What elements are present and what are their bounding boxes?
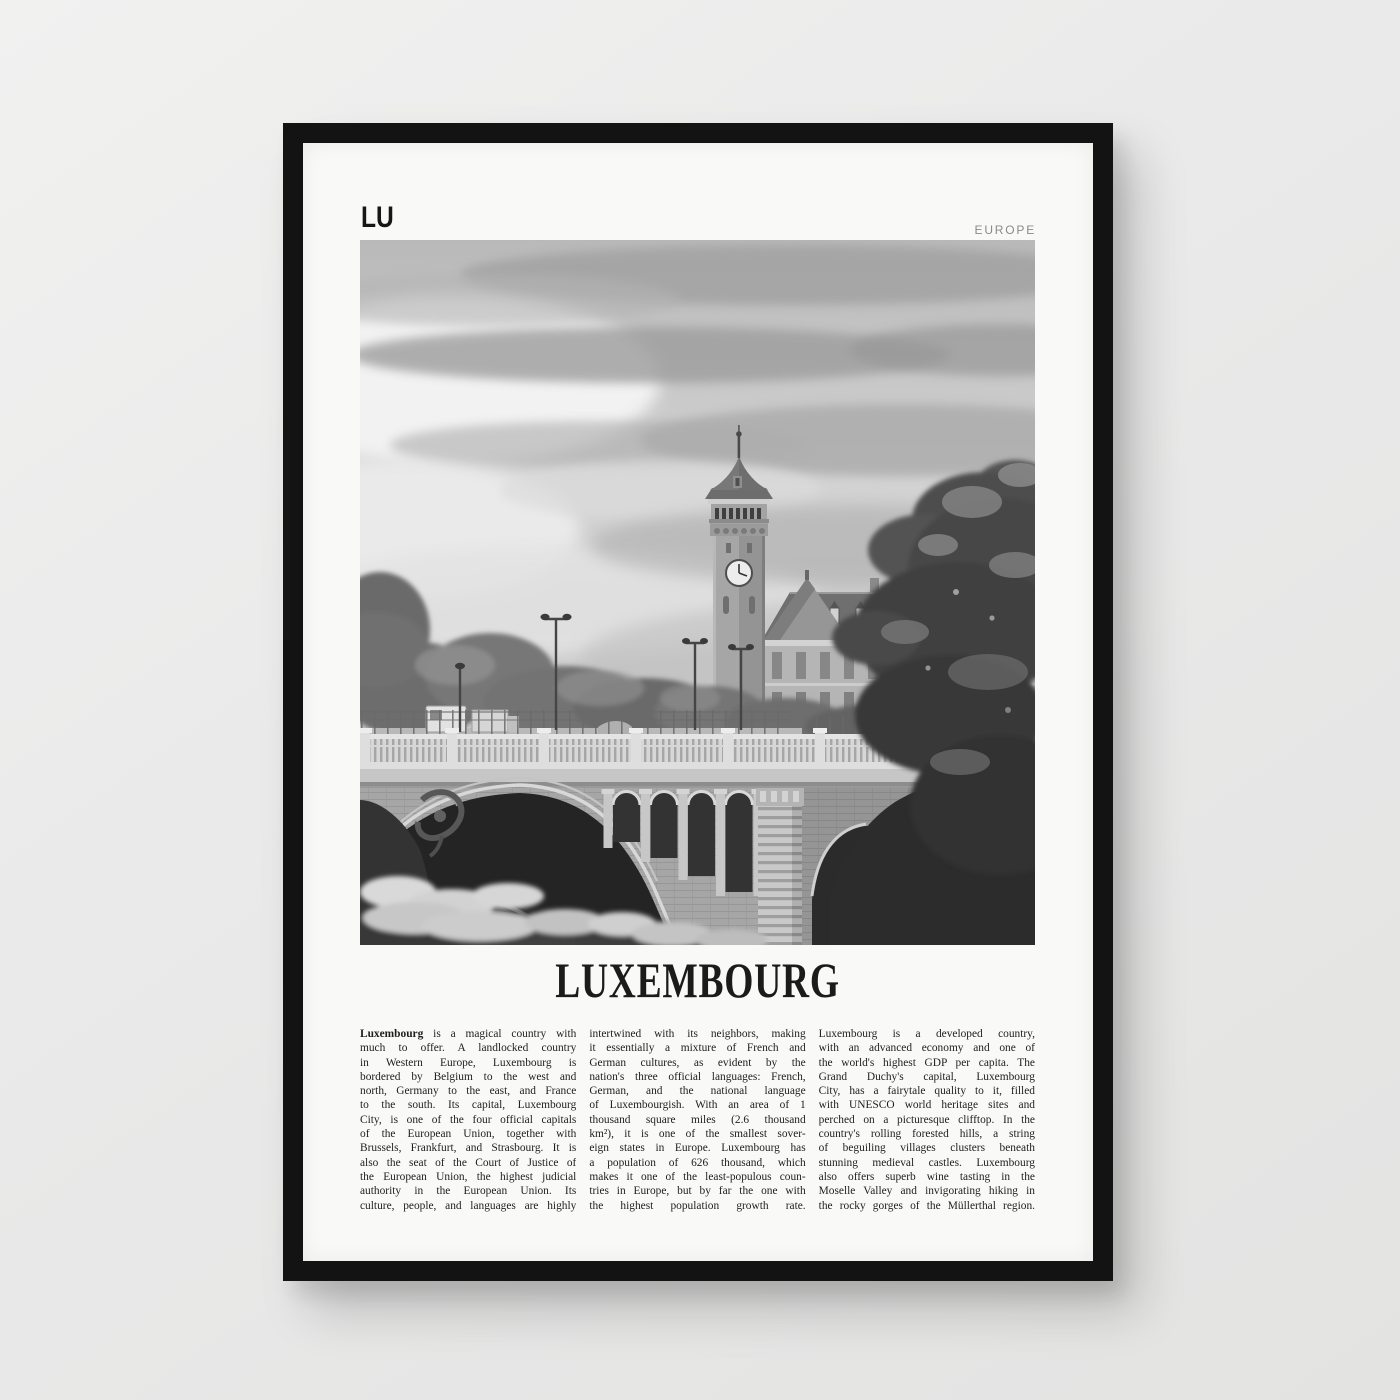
text-line: a population of 626 thousand, which: [589, 1156, 806, 1169]
text-line: City, has a fairytale quality to it, filled: [818, 1085, 1035, 1098]
bridge-photo-illustration: [360, 240, 1035, 945]
text-line: also offers superb wine tasting in the: [818, 1170, 1035, 1183]
text-line: perched on a picturesque clifftop. In the: [818, 1113, 1035, 1126]
text-line: of Luxembourgish. With an area of 1: [589, 1099, 806, 1112]
text-line: km²), it is one of the smallest sover-: [589, 1128, 806, 1141]
poster-title: LUXEMBOURG: [555, 952, 840, 1008]
text-line: thousand square miles (2.6 thousand: [589, 1113, 806, 1126]
poster: [303, 143, 1093, 1261]
text-line: to the south. Its capital, Luxembourg: [360, 1099, 577, 1112]
text-line: the rocky gorges of the Müllerthal region.: [818, 1199, 1035, 1212]
hero-photo: [360, 240, 1035, 945]
text-line: German, and the national language: [589, 1085, 806, 1098]
country-code-label: LU: [361, 201, 394, 234]
text-line: much to offer. A landlocked country: [360, 1042, 577, 1055]
text-line: intertwined with its neighbors, making: [589, 1028, 806, 1040]
text-line: culture, people, and languages are highly: [360, 1199, 577, 1212]
text-column-1: [360, 1027, 576, 1213]
text-line: north, Germany to the east, and France: [360, 1085, 577, 1098]
text-line: the European Union, the highest judicial: [360, 1170, 577, 1183]
text-line: with an advanced economy and one of: [818, 1042, 1035, 1055]
text-line: in Western Europe, Luxembourg is: [360, 1056, 577, 1069]
text-line: of the European Union, together with: [360, 1128, 577, 1141]
text-line: nation's three official languages: French,: [589, 1070, 806, 1083]
text-line: bordered by Belgium to the west and: [360, 1070, 577, 1083]
text-line: the world's highest GDP per capita. The: [818, 1056, 1035, 1069]
text-column-2: [589, 1027, 805, 1213]
text-line: authority in the European Union. Its: [360, 1185, 577, 1198]
text-line: Luxembourg is a developed country,: [818, 1028, 1035, 1040]
text-line: eign states in Europe. Luxembourg has: [589, 1142, 806, 1155]
text-line: Grand Duchy's capital, Luxembourg: [818, 1070, 1035, 1083]
text-line: Brussels, Frankfurt, and Strasbourg. It is: [360, 1142, 577, 1155]
text-line: country's rolling forested hills, a string: [818, 1128, 1035, 1141]
poster-frame: [283, 123, 1113, 1281]
text-line: with UNESCO world heritage sites and: [818, 1099, 1035, 1112]
region-label: EUROPE: [974, 223, 1036, 237]
text-line: also the seat of the Court of Justice of: [360, 1156, 577, 1169]
text-line: German cultures, as evident by the: [589, 1056, 806, 1069]
text-line: Luxembourg is a magical country with: [360, 1028, 577, 1040]
text-line: it essentially a mixture of French and: [589, 1042, 806, 1055]
text-line: the highest population growth rate.: [589, 1199, 806, 1212]
text-column-3: [819, 1027, 1035, 1213]
body-columns: [360, 1027, 1035, 1213]
text-line: makes it one of the least-populous coun-: [589, 1170, 806, 1183]
text-line: City, is one of the four official capitals: [360, 1113, 577, 1126]
text-line: tries in Europe, but by far the one with: [589, 1185, 806, 1198]
text-line: of beguiling villages clusters beneath: [818, 1142, 1035, 1155]
text-line: stunning medieval castles. Luxembourg: [818, 1156, 1035, 1169]
text-line: Moselle Valley and invigorating hiking in: [818, 1185, 1035, 1198]
